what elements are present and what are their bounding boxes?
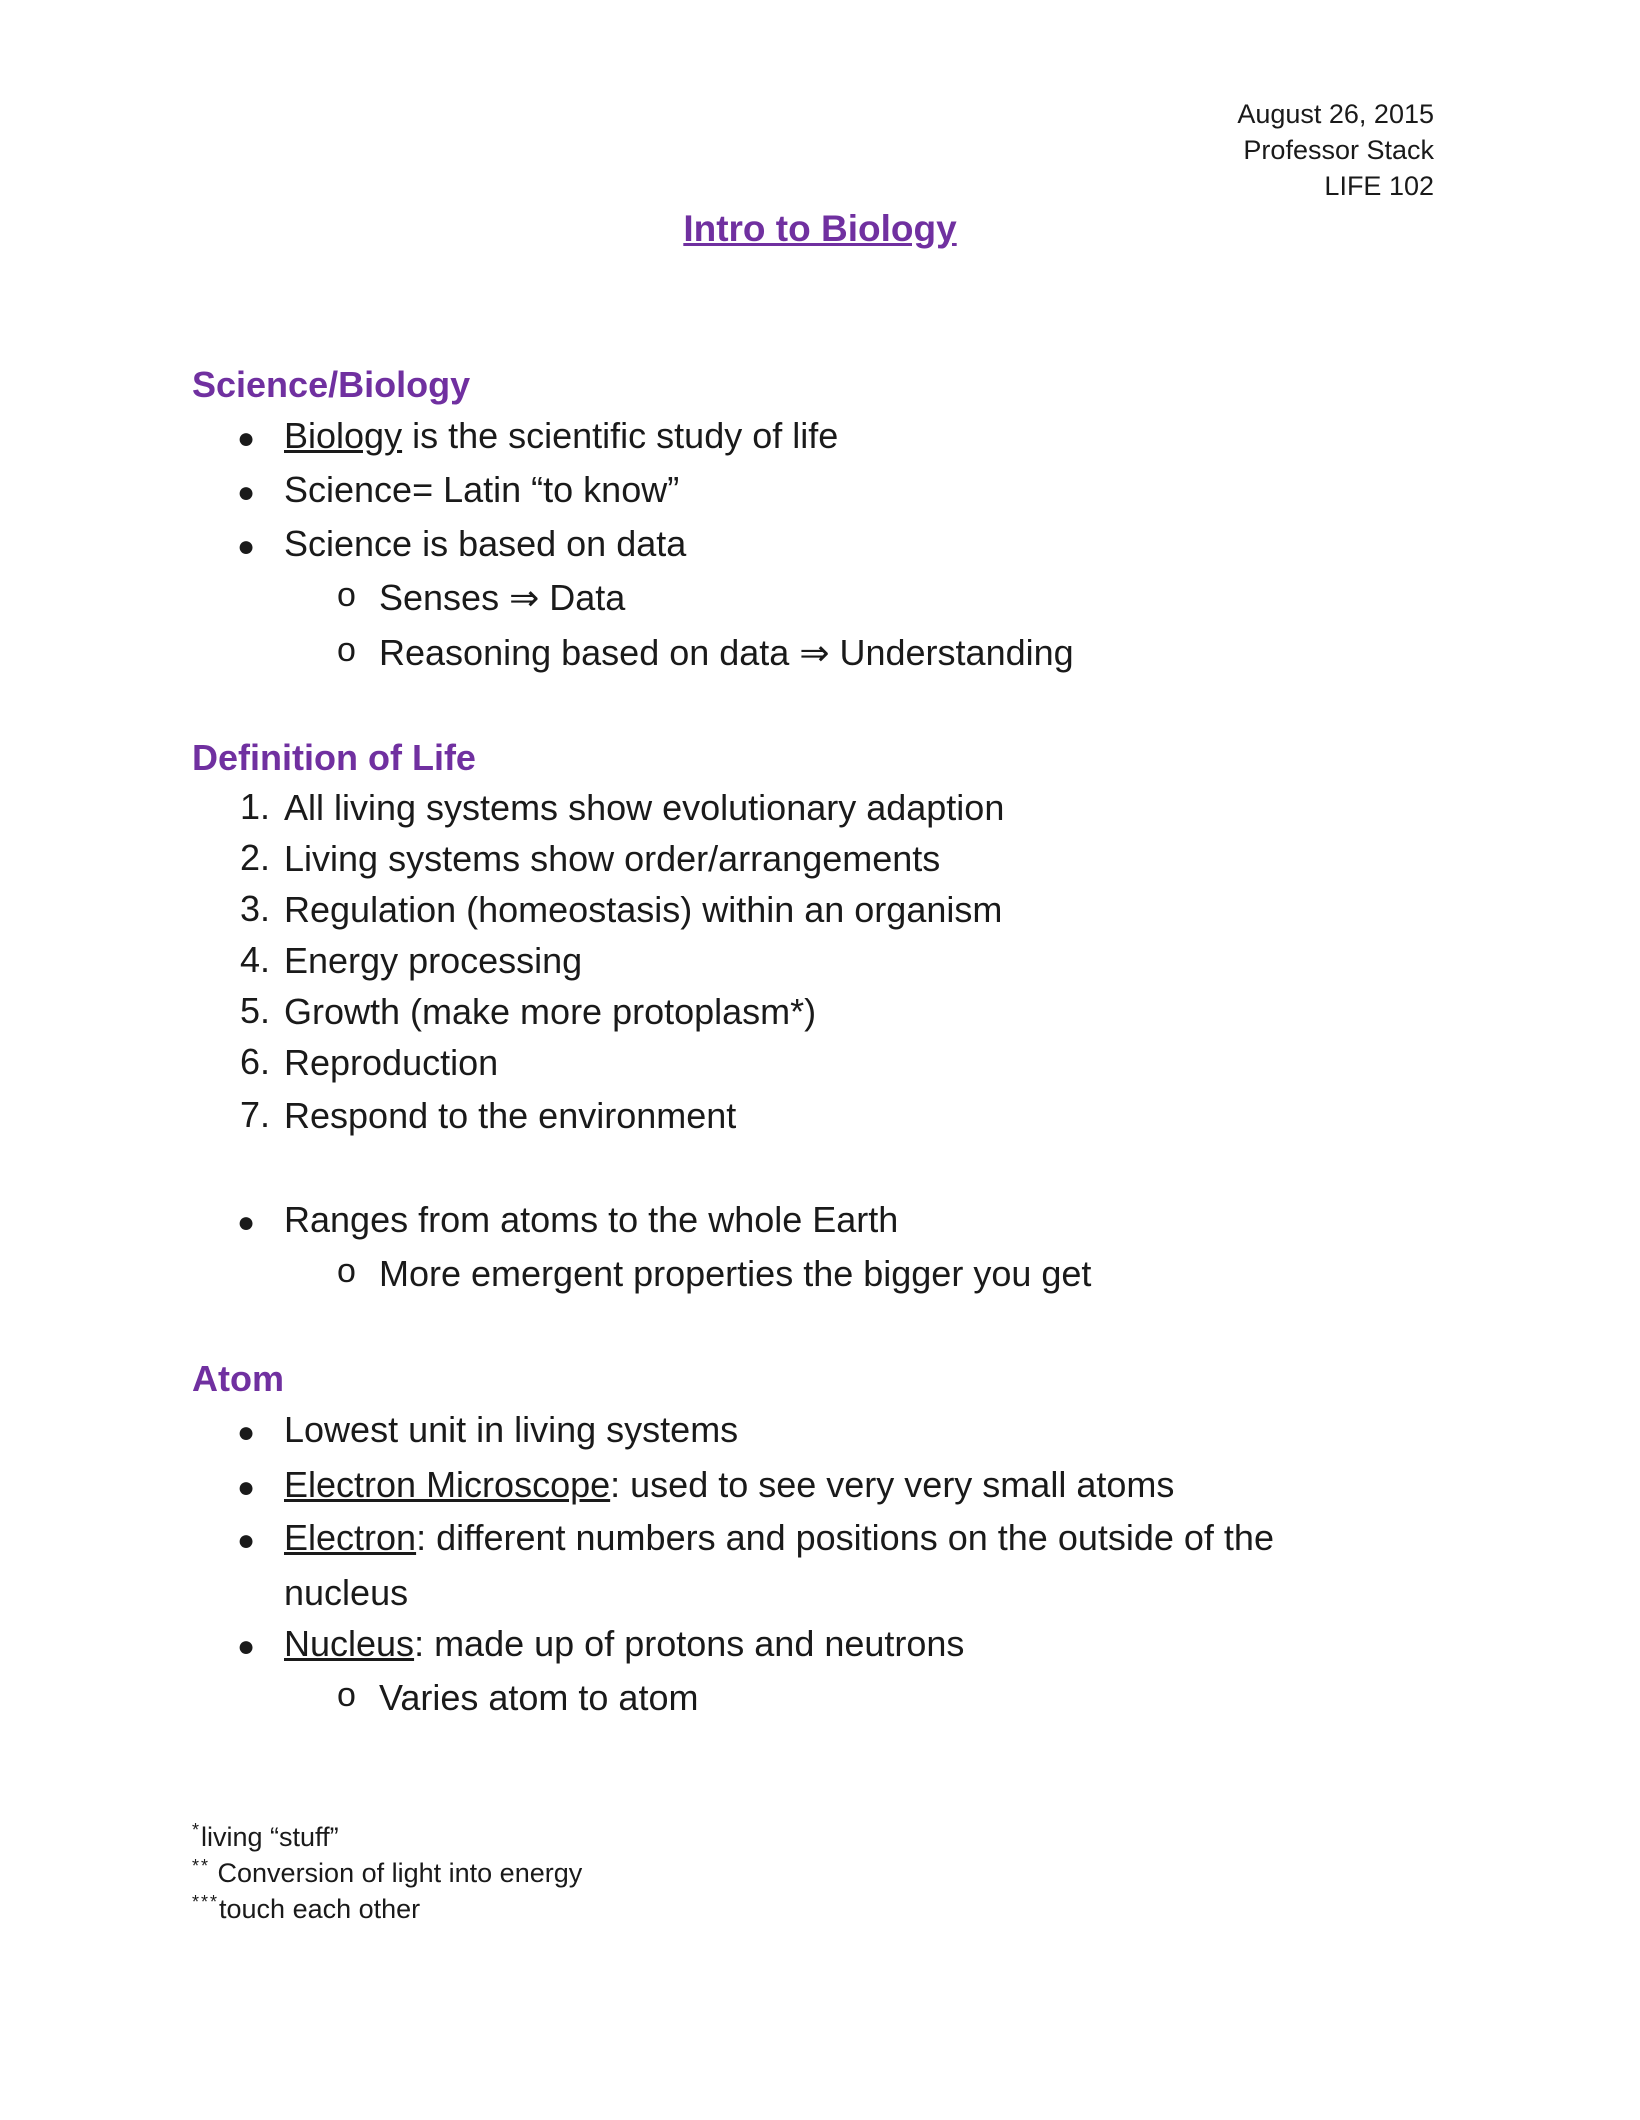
- footnote-text: living “stuff”: [201, 1822, 339, 1852]
- science-sub-1: Senses ⇒ Data: [379, 577, 626, 618]
- atom-bullet-3-text: : different numbers and positions on the outside of the: [416, 1517, 1274, 1558]
- bullet-marker: ●: [237, 1206, 256, 1239]
- life-bullet-1: Ranges from atoms to the whole Earth: [284, 1199, 899, 1240]
- list-number: 3.: [240, 888, 271, 929]
- atom-bullet-3: [284, 1516, 1274, 1560]
- list-number: 7.: [240, 1094, 271, 1135]
- term-nucleus: Nucleus: [284, 1623, 415, 1664]
- bullet-marker: ●: [237, 476, 256, 509]
- life-item: Reproduction: [284, 1042, 499, 1083]
- sub-bullet-marker: o: [337, 576, 356, 614]
- life-sub-1: More emergent properties the bigger you get: [379, 1253, 1092, 1294]
- science-sub-2: Reasoning based on data ⇒ Understanding: [379, 632, 1074, 673]
- atom-bullet-4-text: : made up of protons and neutrons: [414, 1623, 965, 1664]
- life-item: Respond to the environment: [284, 1095, 737, 1136]
- section-heading-life: Definition of Life: [192, 737, 476, 778]
- list-number: 6.: [240, 1041, 271, 1082]
- header-date: August 26, 2015: [1237, 99, 1434, 129]
- bullet-marker: ●: [237, 530, 256, 563]
- section-heading-science: Science/Biology: [192, 364, 471, 405]
- list-number: 2.: [240, 837, 271, 878]
- bullet-marker: ●: [237, 1524, 256, 1557]
- footnote-mark: *: [192, 1820, 202, 1840]
- footnote: [192, 1884, 420, 1927]
- term-biology: Biology: [284, 415, 403, 456]
- document-header: [1237, 96, 1434, 204]
- atom-bullet-4: [284, 1622, 964, 1666]
- life-item: Energy processing: [284, 940, 583, 981]
- section-heading-atom: Atom: [192, 1358, 284, 1399]
- footnote-text: Conversion of light into energy: [210, 1858, 583, 1888]
- life-item: All living systems show evolutionary adaption: [284, 787, 1005, 828]
- term-electron-microscope: Electron Microscope: [284, 1464, 611, 1505]
- bullet-marker: ●: [237, 1630, 256, 1663]
- life-item: Living systems show order/arrangements: [284, 838, 941, 879]
- footnote-mark: **: [192, 1856, 211, 1876]
- atom-bullet-1: Lowest unit in living systems: [284, 1409, 739, 1450]
- atom-bullet-2: [284, 1463, 1174, 1507]
- atom-bullet-2-text: : used to see very very small atoms: [610, 1464, 1175, 1505]
- science-bullet-1-text: is the scientific study of life: [402, 415, 839, 456]
- science-bullet-3: Science is based on data: [284, 523, 687, 564]
- science-bullet-2: Science= Latin “to know”: [284, 469, 680, 510]
- bullet-marker: ●: [237, 1471, 256, 1504]
- atom-bullet-3-continuation: nucleus: [284, 1572, 409, 1613]
- document-title: Intro to Biology: [683, 208, 957, 249]
- bullet-marker: ●: [237, 422, 256, 455]
- sub-bullet-marker: o: [337, 631, 356, 669]
- list-number: 5.: [240, 990, 271, 1031]
- science-bullet-1: [284, 414, 838, 458]
- bullet-marker: ●: [237, 1416, 256, 1449]
- life-item: Growth (make more protoplasm*): [284, 991, 817, 1032]
- sub-bullet-marker: o: [337, 1252, 356, 1290]
- header-course: LIFE 102: [1324, 171, 1434, 201]
- sub-bullet-marker: o: [337, 1676, 356, 1714]
- term-electron: Electron: [284, 1517, 417, 1558]
- list-number: 4.: [240, 939, 271, 980]
- footnote-mark: ***: [192, 1892, 220, 1912]
- life-item: Regulation (homeostasis) within an organism: [284, 889, 1003, 930]
- header-professor: Professor Stack: [1243, 135, 1434, 165]
- list-number: 1.: [240, 786, 271, 827]
- atom-sub-1: Varies atom to atom: [379, 1677, 699, 1718]
- footnote-text: touch each other: [219, 1894, 421, 1924]
